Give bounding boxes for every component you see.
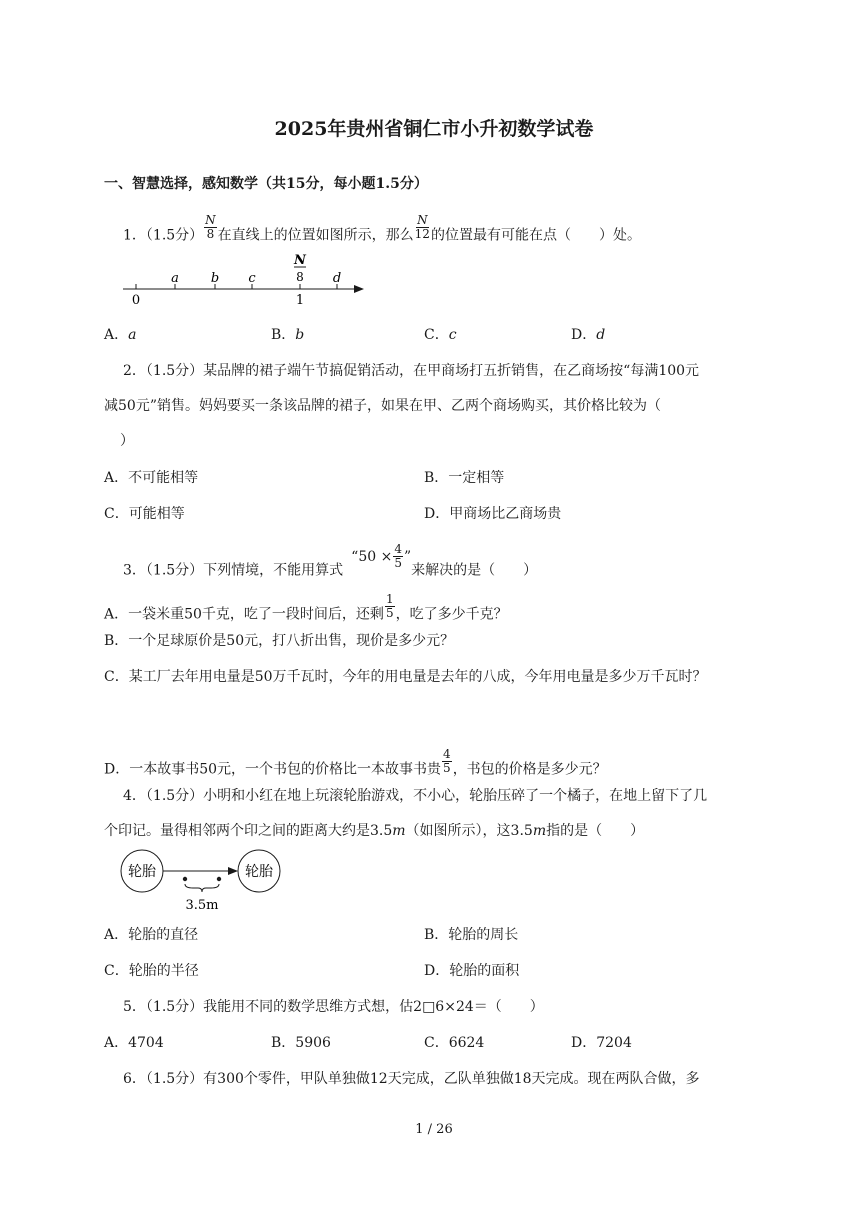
- q5-line: 5．（1.5分）我能用不同的数学思维方式想，估2□6×24＝（ ）: [123, 999, 544, 1015]
- q5-option-d[interactable]: D．7204: [571, 1035, 632, 1051]
- q3-suffix: 来解决的是（ ）: [411, 562, 538, 579]
- mark-dot-right: [217, 877, 221, 881]
- q1-fraction-2: $\frac{N}{12}$: [414, 213, 430, 241]
- q2-option-b[interactable]: B．一定相等: [424, 470, 505, 486]
- page-title: 2025年贵州省铜仁市小升初数学试卷: [274, 118, 594, 140]
- q3-option-d[interactable]: D．一本故事书50元，一个书包的价格比一本故事书贵 $\frac{4}{5}$ ，书包的价格是多少元？: [104, 747, 607, 778]
- q3-option-c[interactable]: C．某工厂去年用电量是50万千瓦时，今年的用电量是去年的八成，今年用电量是多少万千瓦时？: [104, 669, 707, 685]
- section-heading: 一、智慧选择，感知数学（共15分，每小题1.5分）: [104, 176, 428, 192]
- brace-icon: [185, 884, 219, 892]
- q2-option-d[interactable]: D．甲商场比乙商场贵: [424, 506, 562, 522]
- q3-formula: “50 × $\frac{4}{5}$ ”: [351, 542, 412, 570]
- q2-line-1: 2．（1.5分）某品牌的裙子端午节搞促销活动，在甲商场打五折销售，在乙商场按“每满100元: [123, 363, 700, 379]
- q4-option-d[interactable]: D．轮胎的面积: [424, 963, 520, 979]
- q2-line-2: 减50元”销售。妈妈要买一条该品牌的裙子，如果在甲、乙两个商场购买，其价格比较为（: [104, 398, 661, 414]
- tire-figure: [118, 846, 288, 916]
- arrow-head-icon: [228, 867, 238, 875]
- q1-option-d[interactable]: D．d: [571, 327, 606, 343]
- q4-line-2: 个印记。量得相邻两个印之间的距离大约是3.5m（如图所示），这3.5m指的是（ ）: [104, 823, 645, 839]
- q2-option-c[interactable]: C．可能相等: [104, 506, 185, 522]
- q3-formula-fraction: $\frac{4}{5}$: [394, 542, 402, 570]
- label-frac-num: N: [294, 253, 306, 268]
- label-d: d: [332, 271, 342, 286]
- label-frac-den: 8: [296, 270, 304, 284]
- q2-line-3: ）: [120, 433, 134, 449]
- q2-option-a[interactable]: A．不可能相等: [104, 470, 199, 486]
- label-a: a: [171, 271, 179, 286]
- q3-option-d-fraction: $\frac{4}{5}$: [443, 747, 451, 775]
- q4-line-1: 4．（1.5分）小明和小红在地上玩滚轮胎游戏，不小心，轮胎压碎了一个橘子，在地上留下了几: [123, 788, 708, 804]
- tire-label-left: 轮胎: [128, 864, 156, 880]
- q3-option-a-fraction: $\frac{1}{5}$: [385, 592, 394, 620]
- label-c: c: [248, 271, 256, 286]
- label-1: 1: [295, 293, 305, 308]
- q3-prefix: 3．（1.5分）下列情境，不能用算式: [123, 562, 344, 579]
- q3-option-a[interactable]: A．一袋米重50千克，吃了一段时间后，还剩 $\frac{1}{5}$ ，吃了多少千克？: [104, 592, 508, 623]
- question-3: [123, 542, 538, 584]
- q1-mid: 在直线上的位置如图所示，那么: [217, 227, 414, 244]
- tire-label-right: 轮胎: [245, 864, 273, 880]
- q1-option-a[interactable]: A．a: [104, 327, 137, 343]
- q6-line: 6．（1.5分）有300个零件，甲队单独做12天完成，乙队单独做18天完成。现在两队合做，多: [123, 1071, 700, 1087]
- q4-option-b[interactable]: B．轮胎的周长: [424, 927, 519, 943]
- q4-option-c[interactable]: C．轮胎的半径: [104, 963, 199, 979]
- q5-option-b[interactable]: B．5906: [271, 1035, 331, 1051]
- arrow-head-icon: [354, 285, 364, 293]
- q1-fraction-1: $\frac{N}{8}$: [205, 213, 216, 241]
- q3-option-b[interactable]: B．一个足球原价是50元，打八折出售，现价是多少元？: [104, 633, 455, 649]
- q1-option-c[interactable]: C．c: [424, 327, 457, 343]
- q1-option-b[interactable]: B．b: [271, 327, 305, 343]
- label-b: b: [210, 271, 220, 286]
- q4-option-a[interactable]: A．轮胎的直径: [104, 927, 199, 943]
- mark-dot-left: [183, 877, 187, 881]
- page-number: 1 / 26: [415, 1122, 453, 1137]
- question-1: [123, 213, 641, 249]
- q5-option-c[interactable]: C．6624: [424, 1035, 485, 1051]
- q1-prefix: 1．（1.5分）: [123, 227, 204, 244]
- q5-option-a[interactable]: A．4704: [104, 1035, 164, 1051]
- number-line-figure: [118, 248, 378, 310]
- label-0: 0: [131, 293, 141, 308]
- q1-suffix: 的位置最有可能在点（ ）处。: [430, 227, 641, 244]
- distance-label: 3.5m: [185, 898, 219, 913]
